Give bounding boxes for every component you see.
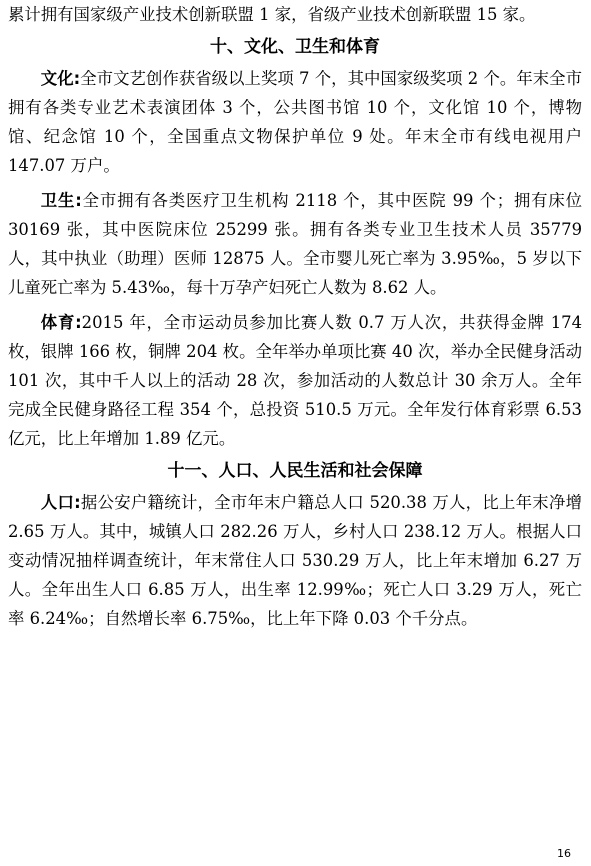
section-11-heading: 十一、人口、人民生活和社会保障: [167, 461, 423, 481]
sports-label: 体育:: [40, 313, 82, 332]
page-number: 16: [557, 847, 571, 860]
culture-text: 全市文艺创作获省级以上奖项 7 个，其中国家级奖项 2 个。年末全市拥有各类专业艺术表演团体 3 个，公共图书馆 10 个，文化馆 10 个，博物馆、纪念馆 10 个，全国重点文物保护单位 9 处。年末全市有线电视用户 147.07 万户。: [8, 69, 582, 175]
health-label: 卫生:: [40, 191, 82, 210]
population-paragraph: [8, 488, 582, 633]
culture-label: 文化:: [40, 69, 81, 88]
sports-paragraph: [8, 308, 582, 453]
culture-paragraph: [8, 64, 582, 180]
health-text: 全市拥有各类医疗卫生机构 2118 个，其中医院 99 个；拥有床位 30169 张，其中医院床位 25299 张。拥有各类专业卫生技术人员 35779 人，其中执业（助理）医师 12875 人。全市婴儿死亡率为 3.95‰，5 岁以下儿童死亡率为 5.43‰，每十万孕产妇死亡人数为 8.62 人。: [8, 191, 582, 297]
population-label: 人口:: [40, 493, 81, 512]
health-paragraph: [8, 186, 582, 302]
document-body: [8, 0, 582, 633]
sports-text: 2015 年，全市运动员参加比赛人数 0.7 万人次，共获得金牌 174 枚，银牌 166 枚，铜牌 204 枚。全年举办单项比赛 40 次，举办全民健身活动 101 次，其中千人以上的活动 28 次，参加活动的人数总计 30 余万人。全年完成全民健身路径工程 354 个，总投资 510.5 万元。全年发行体育彩票 6.53 亿元，比上年增加 1.89 亿元。: [8, 313, 583, 448]
intro-paragraph: 累计拥有国家级产业技术创新联盟 1 家，省级产业技术创新联盟 15 家。: [8, 5, 536, 24]
population-text: 据公安户籍统计，全市年末户籍总人口 520.38 万人，比上年末净增 2.65 万人。其中，城镇人口 282.26 万人，乡村人口 238.12 万人。根据人口变动情况抽样调查统计，年末常住人口 530.29 万人，比上年末增加 6.27 万人。全年出生人口 6.85 万人，出生率 12.99‰；死亡人口 3.29 万人，死亡率 6.24‰；自然增长率 6.75‰，比上年下降 0.03 个千分点。: [8, 493, 582, 628]
section-10-heading: 十、文化、卫生和体育: [210, 37, 380, 57]
